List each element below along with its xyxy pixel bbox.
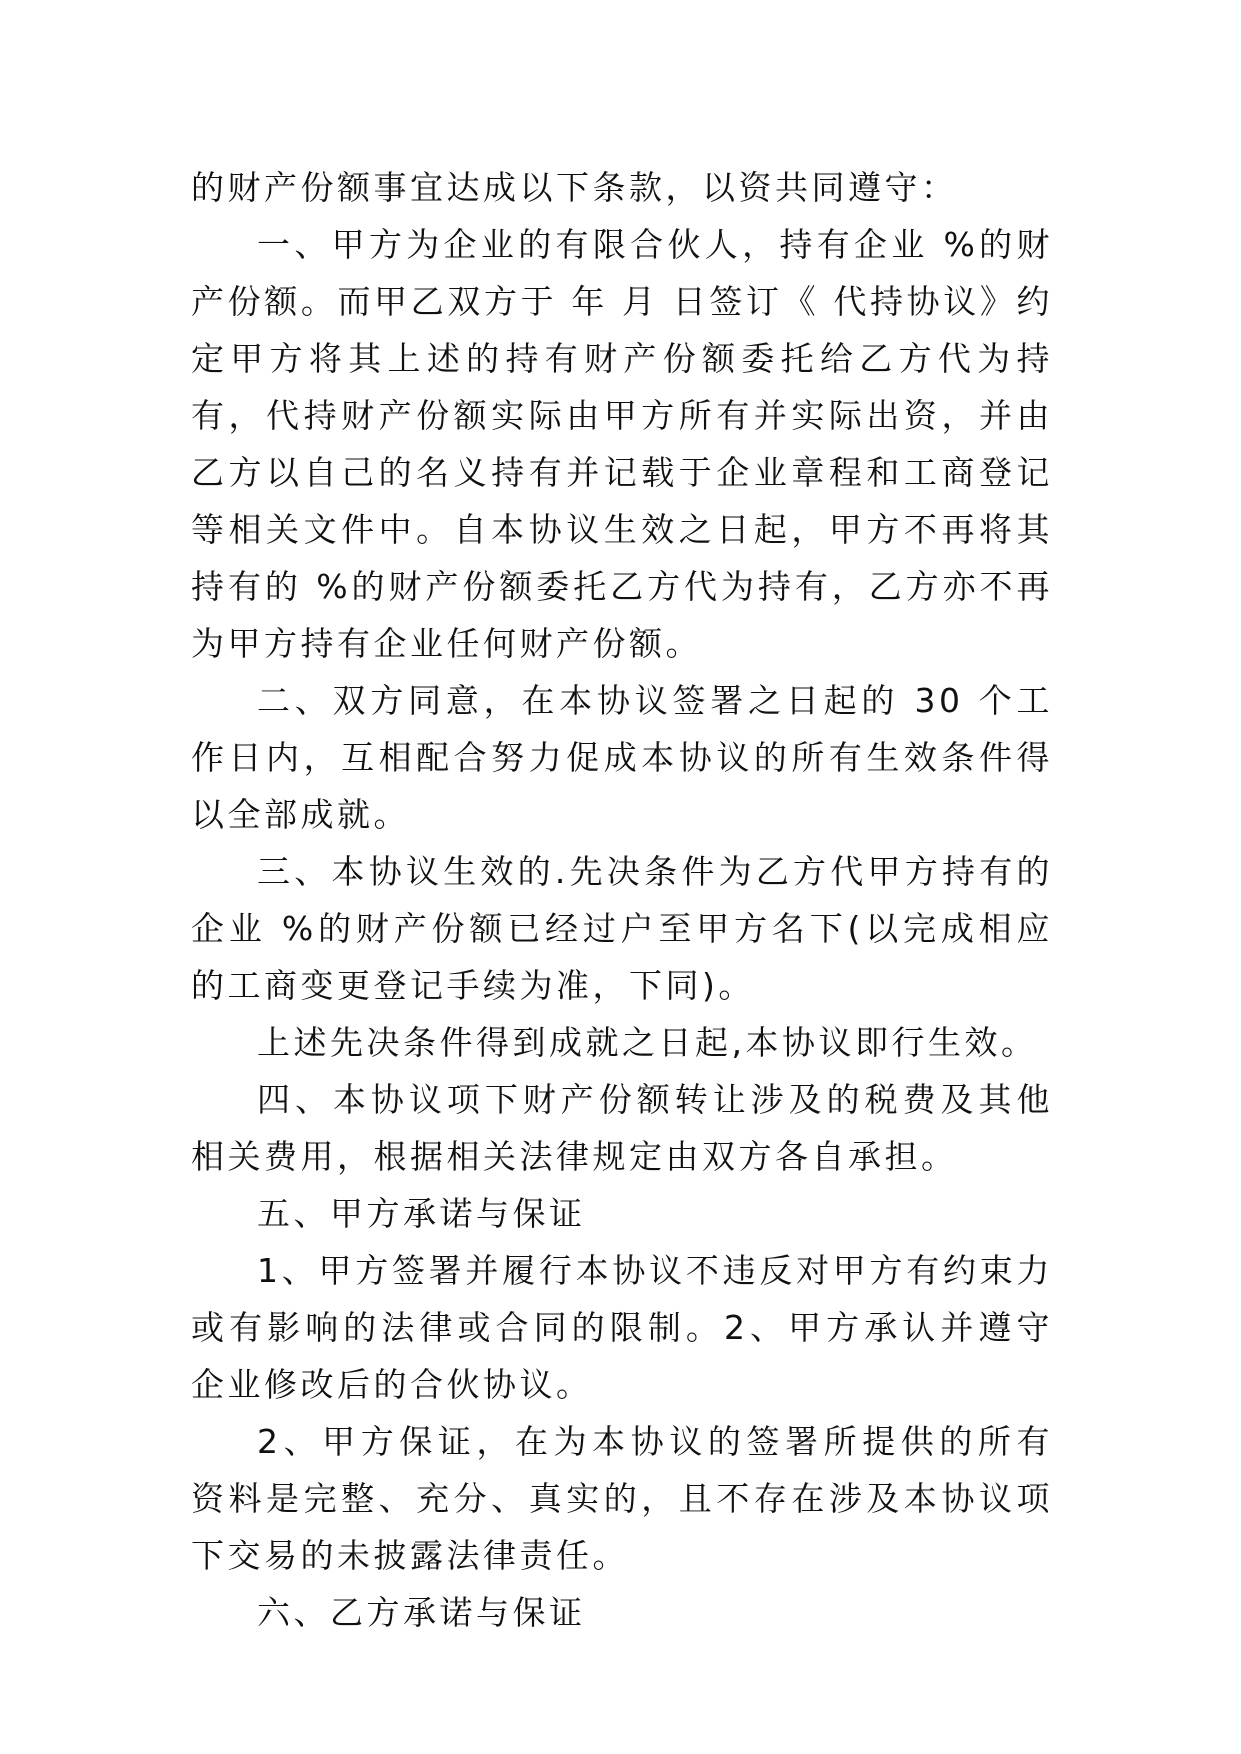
paragraph-intro: 的财产份额事宜达成以下条款，以资共同遵守： — [191, 168, 958, 207]
heading-clause-6: 六、乙方承诺与保证 — [257, 1593, 586, 1632]
paragraph-clause-5-item-2: 2、甲方保证，在为本协议的签署所提供的所有 资料是完整、充分、真实的，且不存在涉及本协议项下交易的未披露法律责任。 — [191, 1422, 1053, 1575]
document-body — [191, 159, 1053, 1641]
paragraph-clause-3: 三、本协议生效的.先决条件为乙方代甲方持有的企业 %的财产份额已经过户至甲方名下(以完成相应的工商变更登记手续为准，下同)。 — [191, 852, 1053, 1005]
paragraph-clause-4: 四、本协议项下财产份额转让涉及的税费及其他相关费用，根据相关法律规定由双方各自承担。 — [191, 1080, 1053, 1176]
paragraph-clause-1: 一、甲方为企业的有限合伙人，持有企业 %的财产份额。而甲乙双方于 年 月 日签订《 代持协议》约定甲方将其上述的持有财产份额委托给乙方代为持有，代持财产份额实际由甲方所有并实际出资，并由乙方以自己的名义持有并记载于企业章程和工商登记等相关文件中。自本协议生效之日起，甲方不再将其持有的 %的财产份额委托乙方代为持有，乙方亦不再为甲方持有企业任何财产份额。 — [191, 225, 1053, 663]
heading-clause-5: 五、甲方承诺与保证 — [257, 1194, 586, 1233]
paragraph-clause-3-effect: 上述先决条件得到成就之日起,本协议即行生效。 — [257, 1023, 1038, 1062]
paragraph-clause-2: 二、双方同意，在本协议签署之日起的 30 个工作日内，互相配合努力促成本协议的所有生效条件得以全部成就。 — [191, 681, 1053, 834]
paragraph-clause-5-item-1: 1、甲方签署并履行本协议不违反对甲方有约束力或有影响的法律或合同的限制。2、甲方承认并遵守企业修改后的合伙协议。 — [191, 1251, 1053, 1404]
